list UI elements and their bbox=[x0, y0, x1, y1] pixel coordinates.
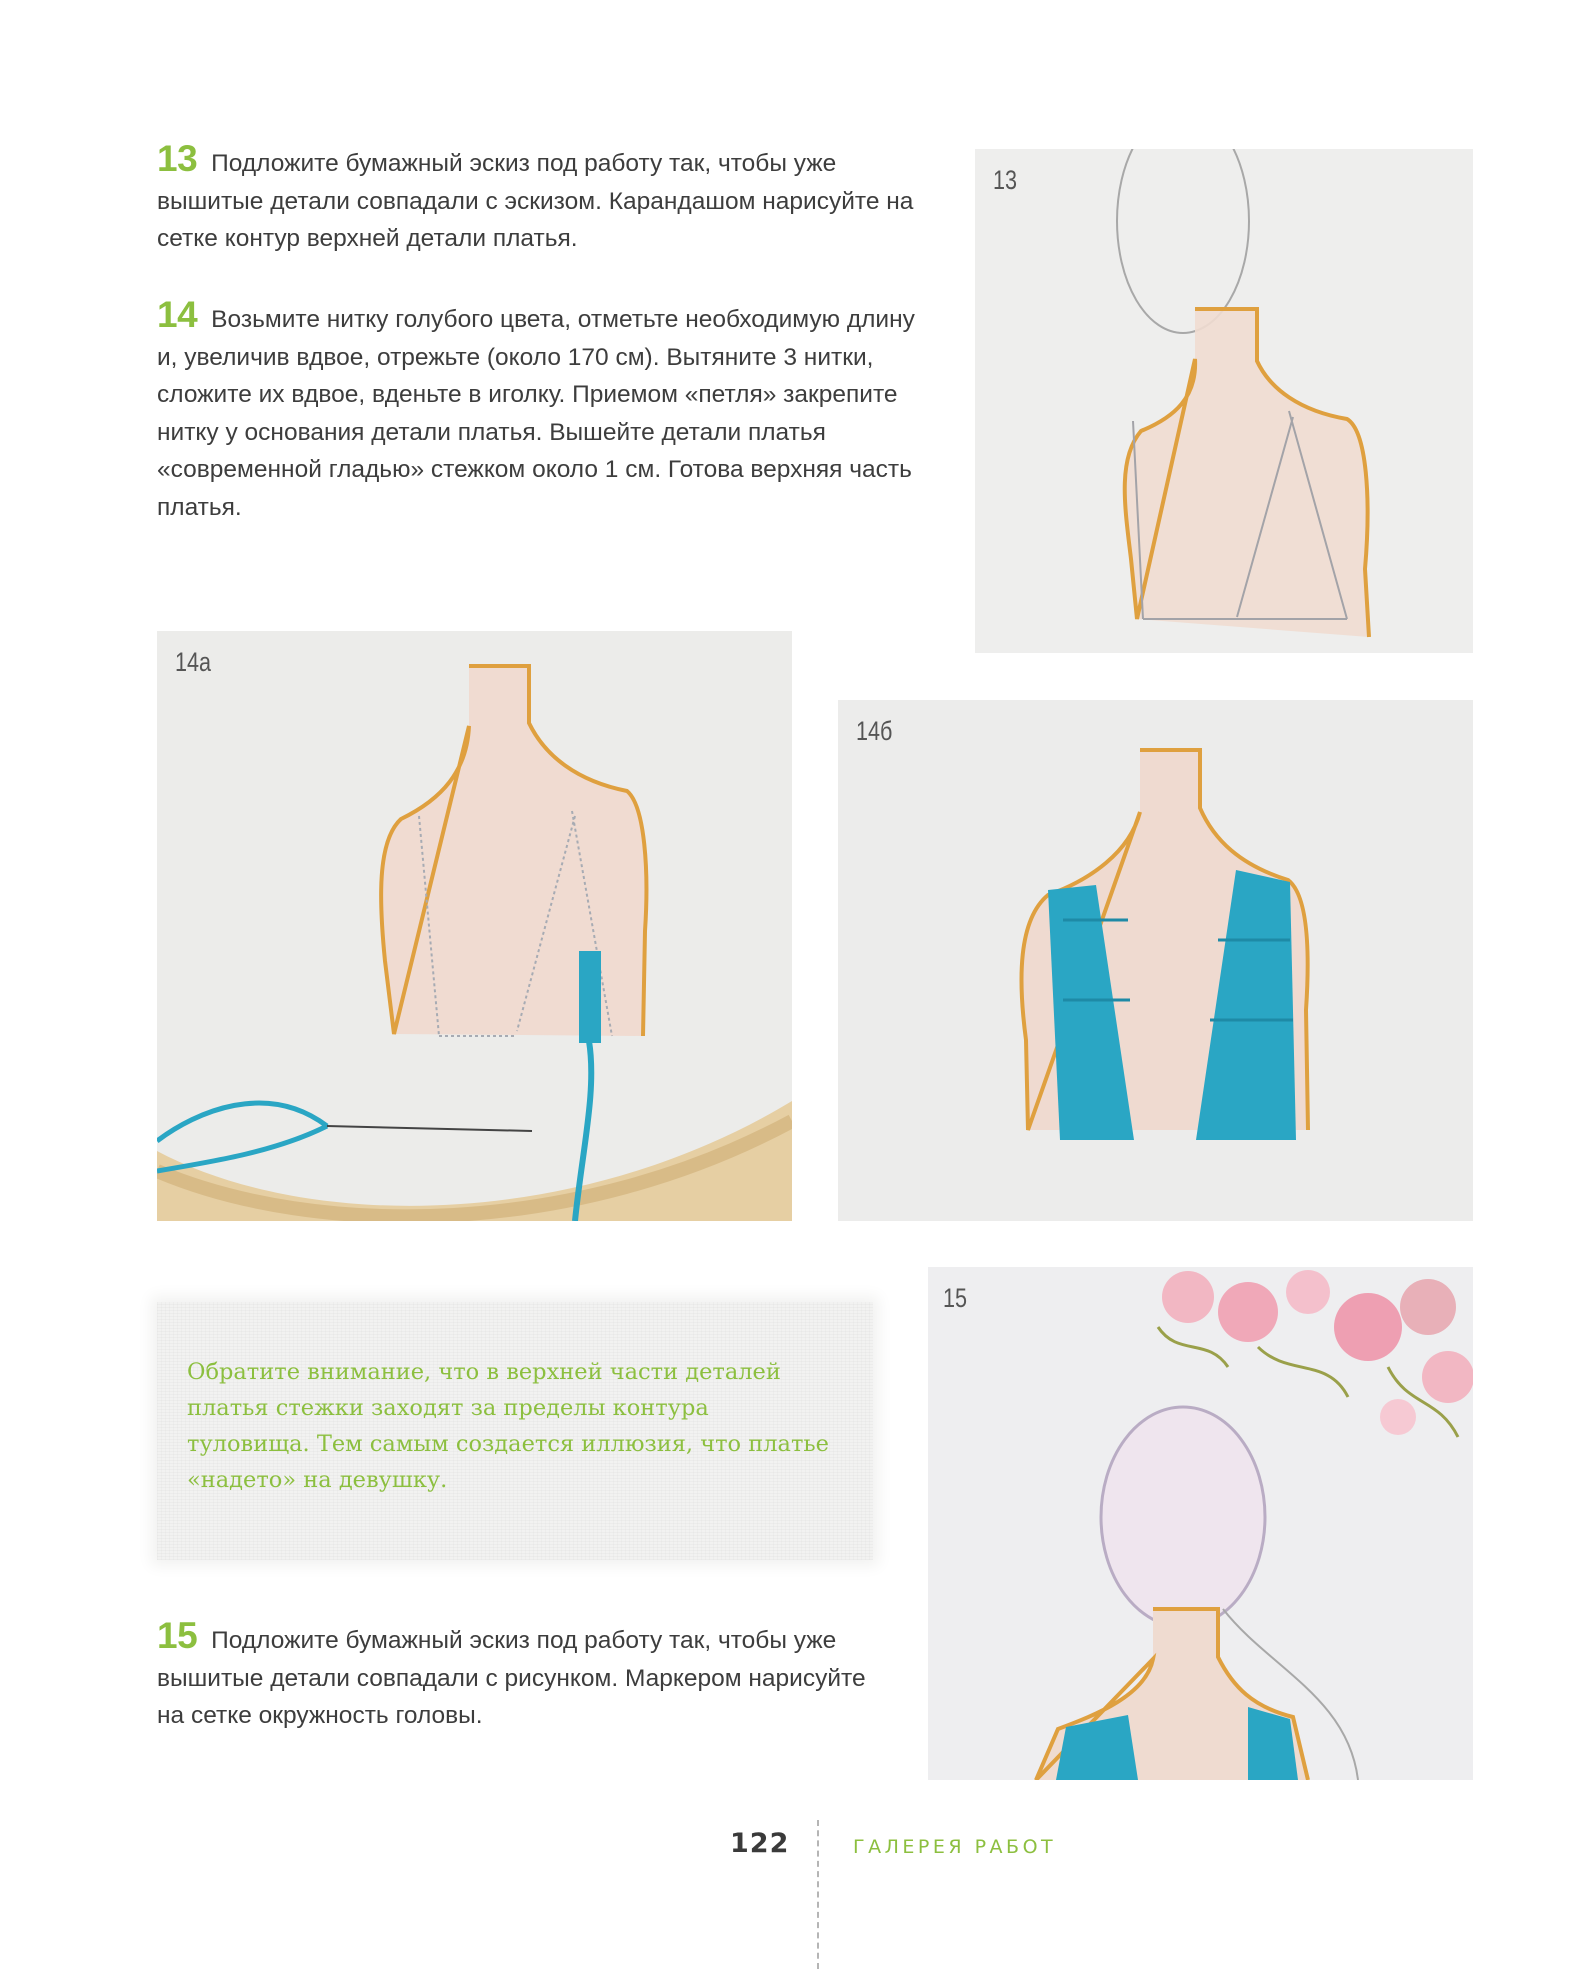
step-number: 13 bbox=[157, 138, 198, 179]
section-title: ГАЛЕРЕЯ РАБОТ bbox=[853, 1836, 1057, 1858]
step-14 bbox=[157, 296, 917, 526]
torso-with-needle-illustration bbox=[157, 631, 792, 1221]
photo-label: 15 bbox=[943, 1283, 968, 1313]
footer-divider bbox=[817, 1820, 819, 1969]
photo-label: 13 bbox=[993, 165, 1018, 195]
page-number: 122 bbox=[730, 1828, 790, 1859]
photo-step-14b bbox=[838, 700, 1473, 1221]
photo-label: 14а bbox=[175, 647, 212, 677]
step-text: Подложите бумажный эскиз под работу так, чтобы уже вышитые детали совпадали с эскизом. Карандашом нарисуйте на сетке контур верхней детали платья. bbox=[157, 150, 914, 252]
torso-with-blue-straps-illustration bbox=[838, 700, 1473, 1221]
step-number: 14 bbox=[157, 294, 198, 335]
note-box bbox=[157, 1302, 873, 1560]
step-13 bbox=[157, 140, 917, 258]
photo-step-14a bbox=[157, 631, 792, 1221]
step-text: Подложите бумажный эскиз под работу так, чтобы уже вышитые детали совпадали с рисунком. Маркером нарисуйте на сетке окружность головы. bbox=[157, 1627, 866, 1729]
step-number: 15 bbox=[157, 1615, 198, 1656]
note-text: Обратите внимание, что в верхней части деталей платья стежки заходят за пределы контура туловища. Тем самым создается иллюзия, что платье «надето» на девушку. bbox=[187, 1359, 829, 1493]
torso-sketch-illustration bbox=[975, 149, 1473, 653]
photo-step-15 bbox=[928, 1267, 1473, 1780]
step-text: Возьмите нитку голубого цвета, отметьте необходимую длину и, увеличив вдвое, отрежьте (около 170 см). Вытяните 3 нитки, сложите их вдвое, вденьте в иголку. Приемом «петля» закрепите нитку у основания детали платья. Вышейте детали платья «современной гладью» стежком около 1 см. Готова верхняя часть платья. bbox=[157, 306, 915, 521]
photo-step-13 bbox=[975, 149, 1473, 653]
step-15 bbox=[157, 1617, 877, 1735]
head-outline-illustration bbox=[928, 1267, 1473, 1780]
photo-label: 14б bbox=[856, 716, 893, 746]
